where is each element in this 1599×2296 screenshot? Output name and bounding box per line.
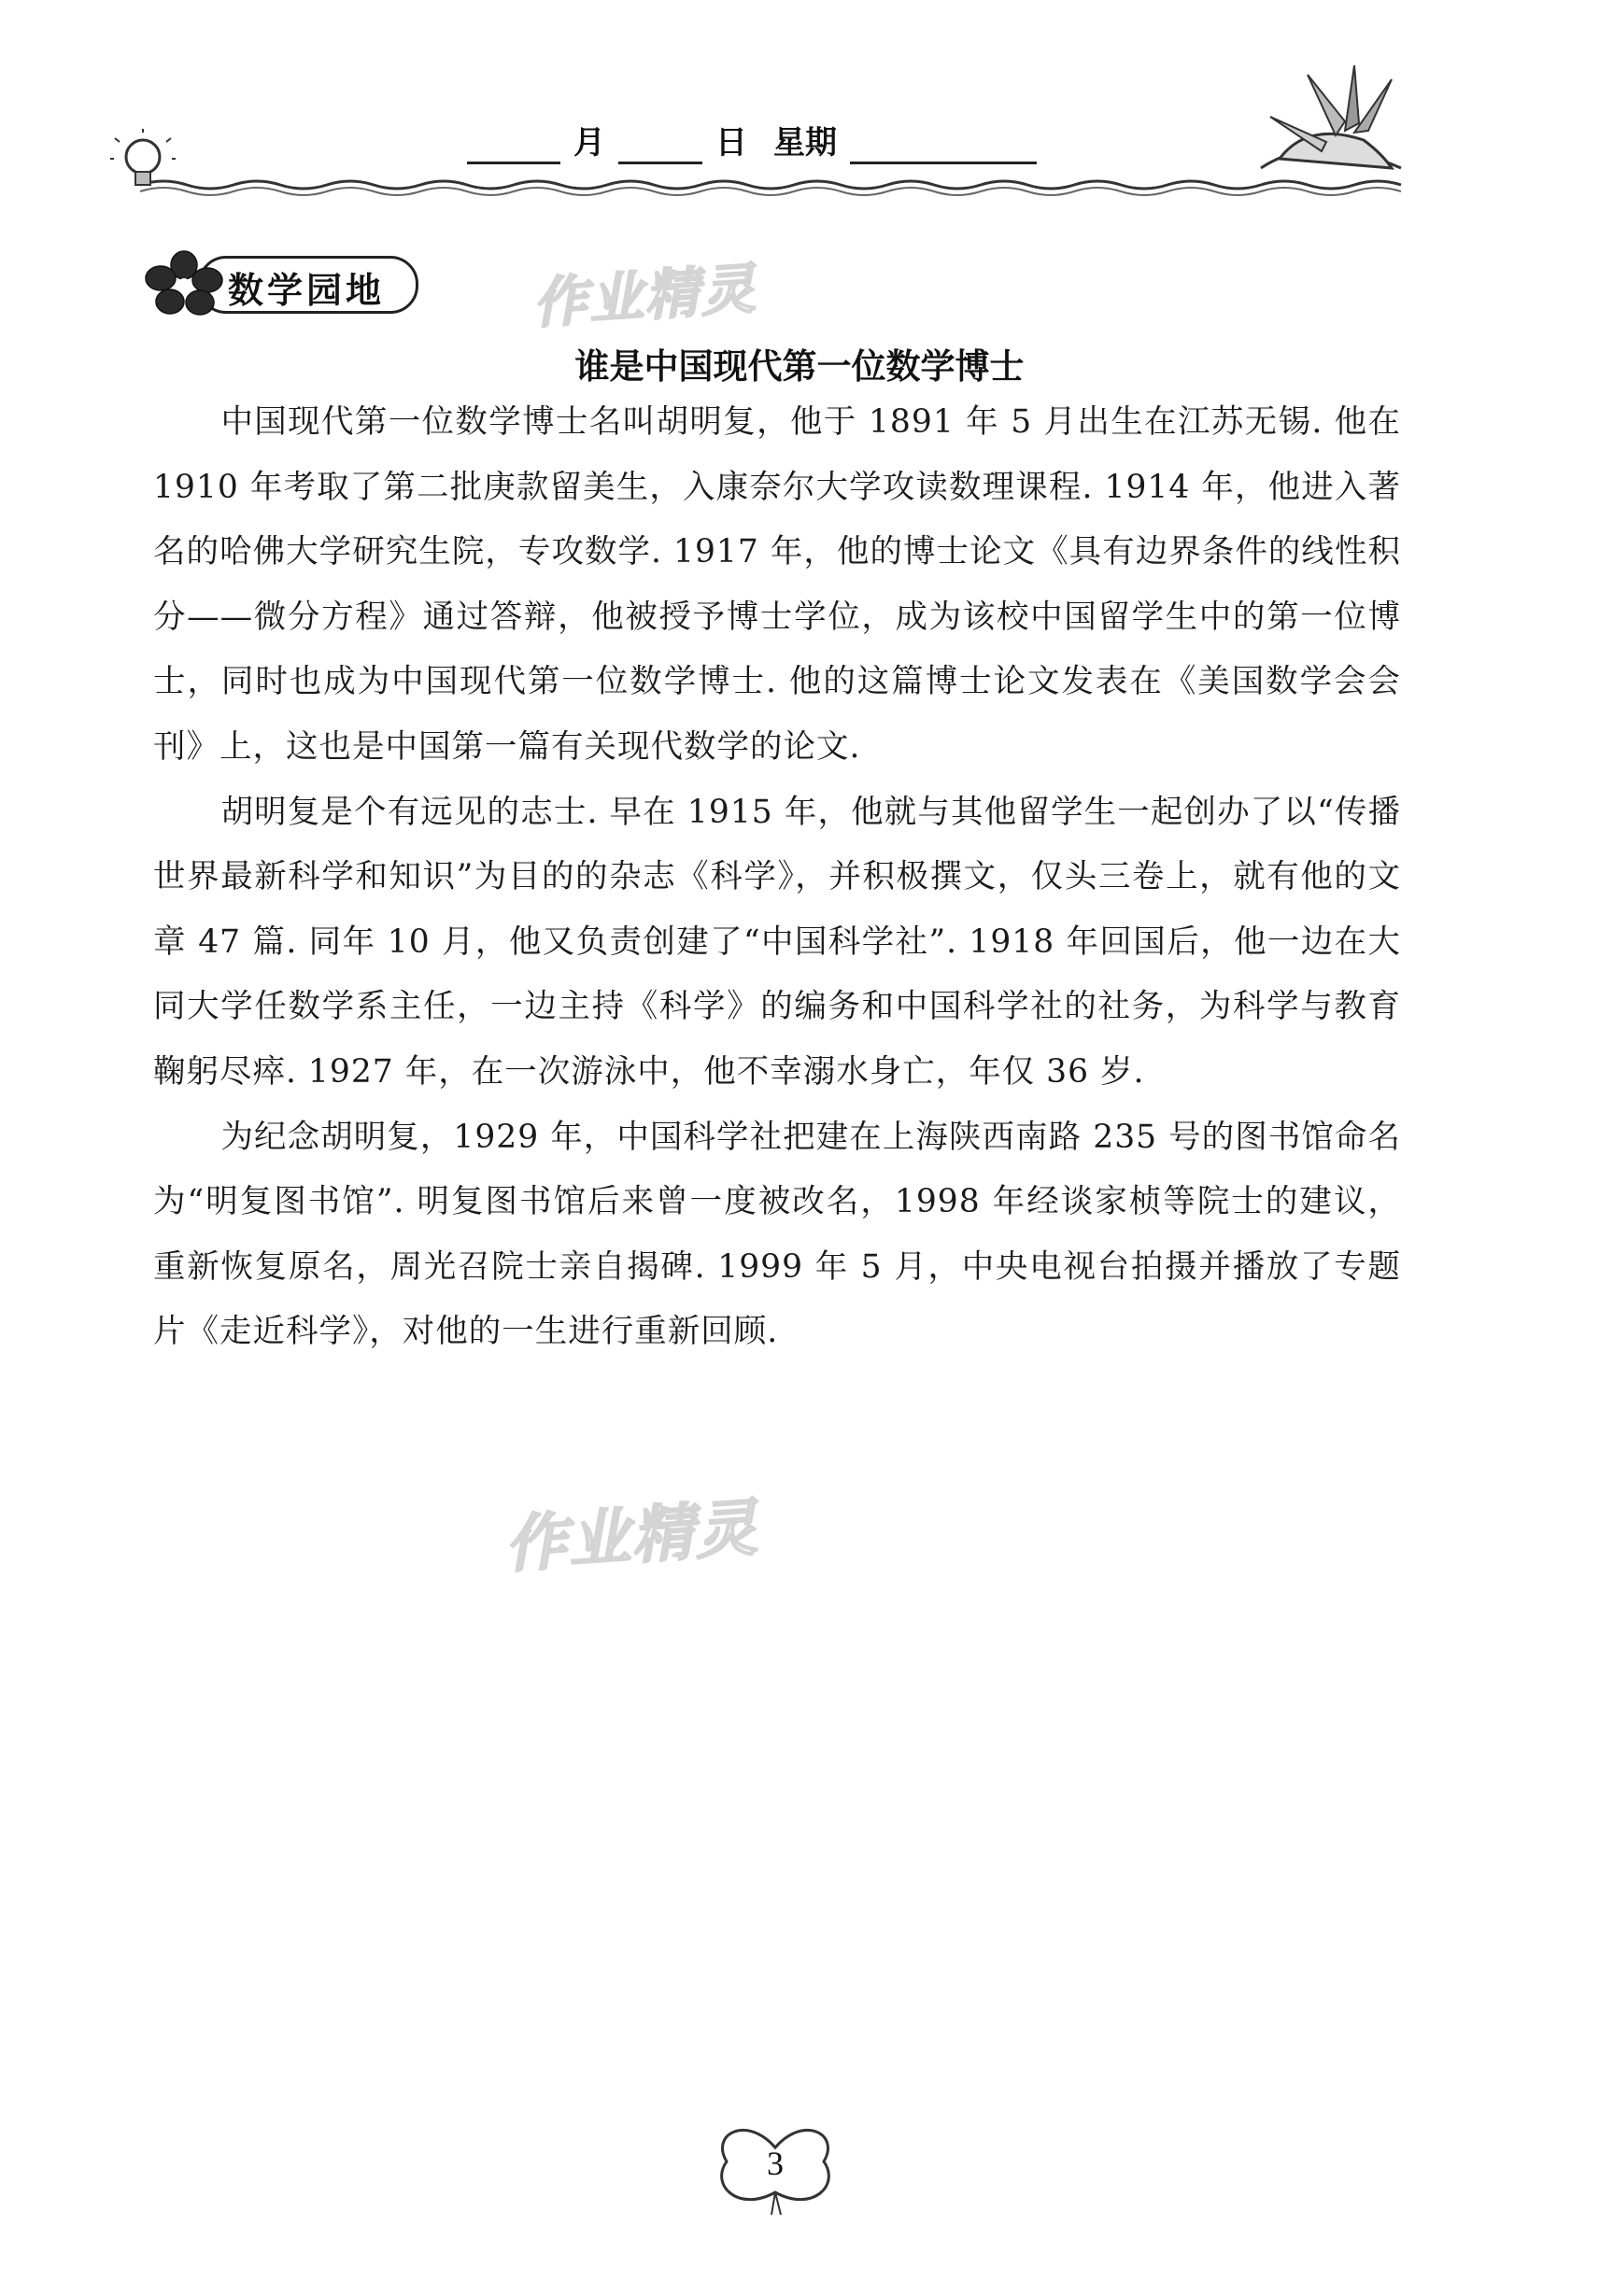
section-badge-label: 数学园地 — [228, 270, 386, 311]
paragraph: 中国现代第一位数学博士名叫胡明复，他于 1891 年 5 月出生在江苏无锡. 他在 1910 年考取了第二批庚款留美生，入康奈尔大学攻读数理课程. 1914 年，他进入著名的哈佛大学研究生院，专攻数学. 1917 年，他的博士论文《具有边界条件的线性积分——微分方程》通过答辩，他被授予博士学位，成为该校中国留学生中的第一位博士，同时也成为中国现代第一位数学博士. 他的这篇博士论文发表在《美国数学会会刊》上，这也是中国第一篇有关现代数学的论文. — [153, 403, 1401, 766]
page-header — [0, 0, 1599, 205]
article-title: 谁是中国现代第一位数学博士 — [574, 346, 1025, 387]
lightbulb-icon — [110, 129, 176, 204]
hibiscus-icon — [142, 250, 226, 316]
section-badge — [142, 250, 418, 316]
day-label: 日 — [715, 124, 747, 162]
date-fill-row — [467, 118, 1037, 164]
weekday-label: 星期 — [773, 124, 837, 162]
page-number: 3 — [767, 2145, 784, 2182]
month-blank[interactable] — [467, 124, 560, 164]
watermark: 作业精灵 — [531, 256, 759, 336]
paragraph: 为纪念胡明复，1929 年，中国科学社把建在上海陕西南路 235 号的图书馆命名为“明复图书馆”. 明复图书馆后来曾一度被改名，1998 年经谈家桢等院士的建议，重新恢复原名，周光召院士亲自揭碑. 1999 年 5 月，中央电视台拍摄并播放了专题片《走近科学》，对他的一生进行重新回顾. — [153, 1118, 1401, 1351]
weekday-blank[interactable] — [850, 124, 1037, 164]
flower-icon — [1252, 65, 1410, 196]
watermark: 作业精灵 — [502, 1491, 761, 1582]
paragraph: 胡明复是个有远见的志士. 早在 1915 年，他就与其他留学生一起创办了以“传播世界最新科学和知识”为目的的杂志《科学》，并积极撰文，仅头三卷上，就有他的文章 47 篇. 同年 10 月，他又负责创建了“中国科学社”. 1918 年回国后，他一边在大同大学任数学系主任，一边主持《科学》的编务和中国科学社的社务，为科学与教育鞠躬尽瘁. 1927 年，在一次游泳中，他不幸溺水身亡，年仅 36 岁. — [153, 793, 1401, 1091]
day-blank[interactable] — [618, 124, 702, 164]
article-body — [153, 390, 1401, 1365]
page-number-badge — [710, 2120, 841, 2222]
month-label: 月 — [573, 124, 605, 162]
